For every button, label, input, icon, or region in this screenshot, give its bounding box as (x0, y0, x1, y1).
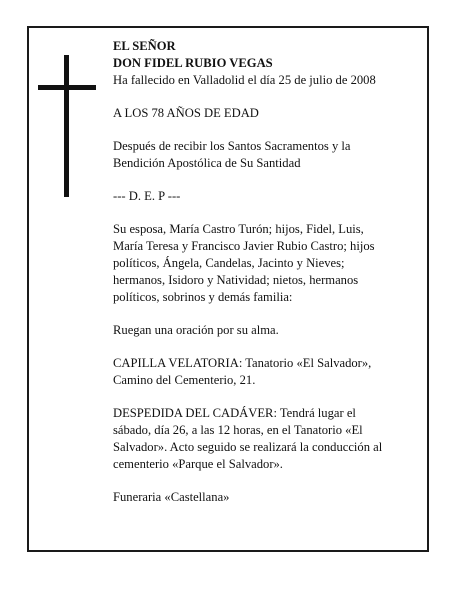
prayer-line: Ruegan una oración por su alma. (113, 323, 279, 337)
deceased-name: DON FIDEL RUBIO VEGAS (113, 56, 273, 70)
family-paragraph (113, 221, 413, 306)
farewell-line: DESPEDIDA DEL CADÁVER: Tendrá lugar el (113, 406, 356, 420)
death-announcement: Ha fallecido en Valladolid el día 25 de julio de 2008 (113, 73, 376, 87)
family-line: políticos, Ángela, Candelas, Jacinto y Nieves; (113, 256, 345, 270)
family-line: María Teresa y Francisco Javier Rubio Castro; hijos (113, 239, 375, 253)
family-line: políticos, sobrinos y demás familia: (113, 290, 293, 304)
sacraments-paragraph (113, 138, 413, 172)
farewell-line: Salvador». Acto seguido se realizará la conducción al (113, 440, 383, 454)
obituary-text (113, 38, 413, 506)
cross-icon (38, 55, 96, 197)
sacraments-line: Bendición Apostólica de Su Santidad (113, 156, 301, 170)
family-line: hermanos, Isidoro y Natividad; nietos, hermanos (113, 273, 359, 287)
cross-horizontal-bar (38, 85, 96, 90)
family-line: Su esposa, María Castro Turón; hijos, Fidel, Luis, (113, 222, 364, 236)
sacraments-line: Después de recibir los Santos Sacramentos y la (113, 139, 351, 153)
farewell-line: cementerio «Parque el Salvador». (113, 457, 283, 471)
cross-vertical-bar (64, 55, 69, 197)
title-line-1: EL SEÑOR (113, 39, 176, 53)
chapel-line: Camino del Cementerio, 21. (113, 373, 256, 387)
funeral-home: Funeraria «Castellana» (113, 490, 230, 504)
farewell-paragraph (113, 405, 413, 473)
deceased-header (113, 38, 413, 89)
age-line: A LOS 78 AÑOS DE EDAD (113, 106, 259, 120)
chapel-paragraph (113, 355, 413, 389)
rip-line: --- D. E. P --- (113, 189, 181, 203)
farewell-line: sábado, día 26, a las 12 horas, en el Tanatorio «El (113, 423, 363, 437)
chapel-line: CAPILLA VELATORIA: Tanatorio «El Salvador», (113, 356, 372, 370)
